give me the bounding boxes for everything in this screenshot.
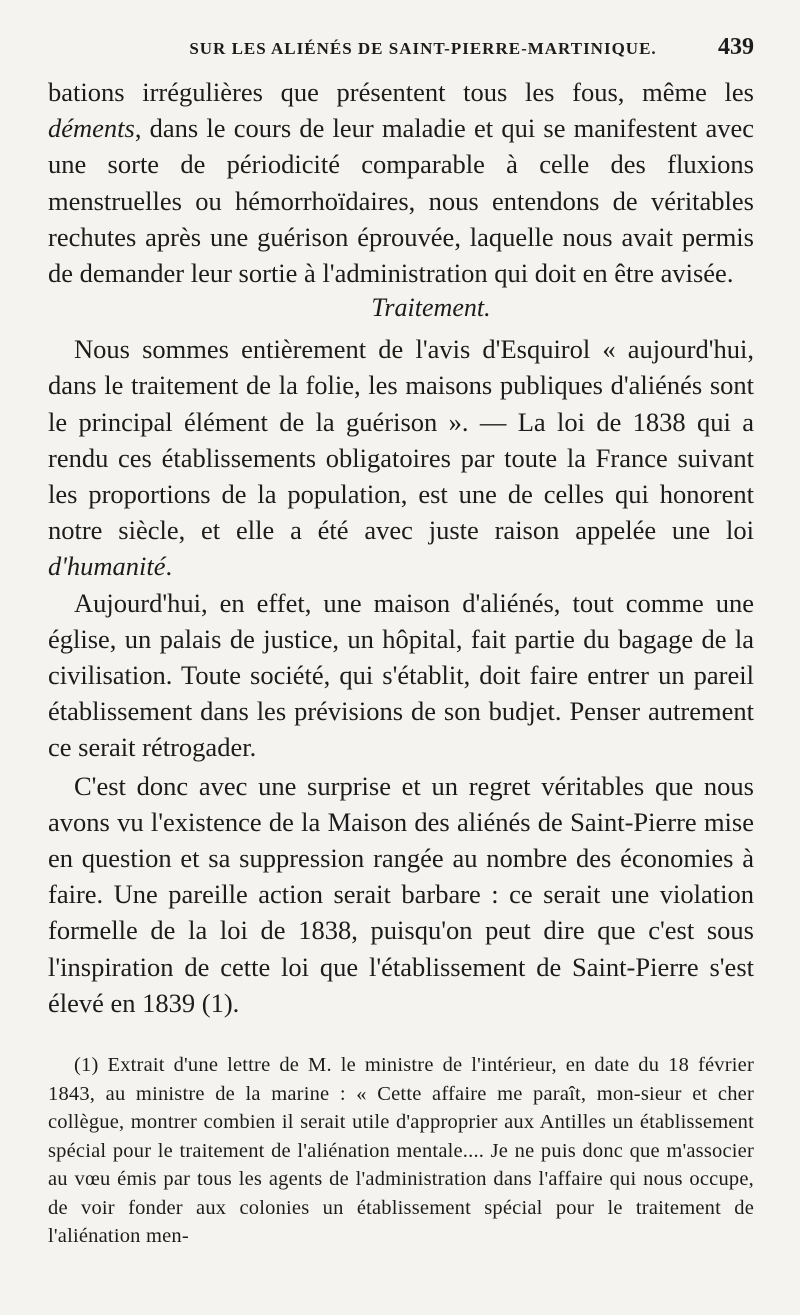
page-number: 439 [718, 34, 754, 60]
section-heading: Traitement. [371, 293, 491, 323]
emphasis-text: d'humanité [48, 551, 166, 582]
emphasis-text: déments [48, 113, 135, 144]
paragraph: C'est donc avec une surprise et un regret véritables que nous avons vu l'existence de la Maison des aliénés de Saint-Pierre mise en question et sa suppression rangée au nombre des économies à faire. Une pareille action serait barbare : ce serait une violation formelle de la loi de 1838, puisqu'on peut dire que c'est sous l'inspiration de cette loi que l'établissement de Saint-Pierre s'est élevé en 1839 (1). [48, 770, 754, 1018]
paragraph-text: bations irrégulières que présentent tous les fous, même les [48, 77, 754, 107]
paragraph-text: . [165, 551, 173, 582]
running-head-title: SUR LES ALIÉNÉS DE SAINT-PIERRE-MARTINIQUE. [189, 39, 657, 58]
paragraph-text: , dans le cours de leur maladie et qui se manifestent avec une sorte de périodicité comparable à celle des fluxions menstruelles ou hémorrhoïdaires, nous entendons de véritables rechutes après une guérison éprouvée, laquelle nous avait permis de demander leur sortie à l'administration qui doit en être avisée. [48, 113, 754, 289]
paragraph-continued [48, 74, 754, 291]
running-head [48, 34, 754, 74]
paragraph [48, 331, 754, 584]
paragraph-text: Nous sommes entièrement de l'avis d'Esquirol « aujourd'hui, dans le traitement de la folie, les maisons publiques d'aliénés sont le principal élément de la guérison ». — La loi de 1838 qui a rendu ces établissements obligatoires par toute la France suivant les proportions de la population, est une de celles qui honorent notre siècle, et elle a été avec juste raison appelée une loi [48, 334, 754, 546]
footnote [48, 1051, 754, 1251]
body-text [48, 74, 754, 1021]
footnote-text: Extrait d'une lettre de M. le ministre de l'intérieur, en date du 18 février 1843, au ministre de la marine : « Cette affaire me paraît, mon-sieur et cher collègue, montrer combien il serait utile d'approprier aux Antilles un établissement spécial pour le traitement de l'aliénation mentale.... Je ne puis donc que m'associer au vœu émis par tous les agents de l'administration dans l'affaire qui nous occupe, de voir fonder aux colonies un établissement spécial pour le traitement de l'aliénation men- [48, 1054, 755, 1248]
footnote-marker: (1) [74, 1054, 99, 1077]
paragraph: Aujourd'hui, en effet, une maison d'aliénés, tout comme une église, un palais de justice, un hôpital, fait partie du bagage de la civilisation. Toute société, qui s'établit, doit faire entrer un pareil établissement dans les prévisions de son budjet. Penser autrement ce serait rétrogader. [48, 587, 754, 763]
